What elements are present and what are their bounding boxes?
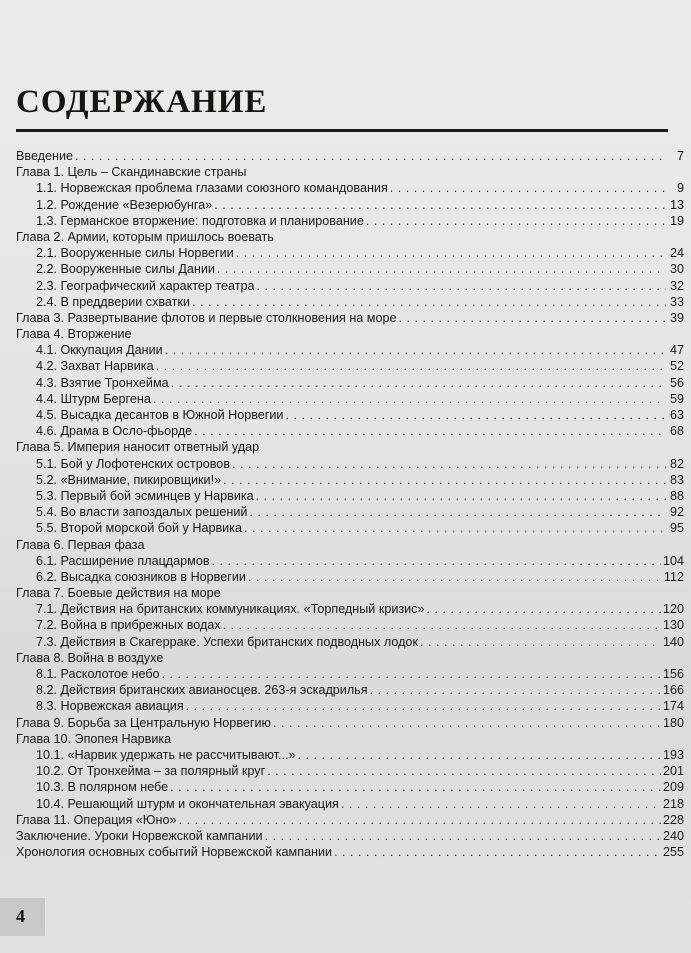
toc-entry-page: 104 xyxy=(662,553,684,568)
toc-entry-page: 59 xyxy=(669,391,684,406)
toc-entry xyxy=(16,779,684,795)
toc-entry-page: 166 xyxy=(662,683,684,698)
toc-entry-page: 95 xyxy=(669,521,684,536)
toc-dot-leader xyxy=(249,504,666,520)
toc-entry-page: 52 xyxy=(669,359,684,374)
toc-dot-leader xyxy=(178,812,661,828)
toc-entry xyxy=(16,245,684,261)
toc-entry-title: 10.3. В полярном небе xyxy=(36,780,169,795)
toc-entry xyxy=(16,456,684,472)
toc-dot-leader xyxy=(390,180,666,196)
toc-dot-leader xyxy=(217,261,666,277)
toc-dot-leader xyxy=(194,423,666,439)
toc-entry xyxy=(16,731,684,747)
toc-entry-title: 1.1. Норвежская проблема глазами союзного командования xyxy=(36,181,388,196)
toc-entry-title: 4.2. Захват Нарвика xyxy=(36,359,154,374)
toc-entry-title: Глава 1. Цель – Скандинавские страны xyxy=(16,165,247,180)
toc-entry-title: Глава 6. Первая фаза xyxy=(16,537,145,552)
toc-entry-page: 92 xyxy=(669,505,684,520)
toc-entry-page: 120 xyxy=(662,602,684,617)
toc-entry-title: Введение xyxy=(16,149,74,163)
toc-entry-title: 5.3. Первый бой эсминцев у Нарвика xyxy=(36,488,254,503)
toc-dot-leader xyxy=(398,310,666,326)
toc-dot-leader xyxy=(186,698,661,714)
toc-entry-title: Глава 10. Эпопея Нарвика xyxy=(16,731,172,746)
toc-entry-title: Заключение. Уроки Норвежской кампании xyxy=(16,828,263,843)
toc-entry-page: 193 xyxy=(662,747,684,762)
toc-dot-leader xyxy=(171,375,666,391)
toc-entry xyxy=(16,601,684,617)
toc-entry-title: 4.3. Взятие Тронхейма xyxy=(36,375,169,390)
toc-entry-title: Хронология основных событий Норвежской кампании xyxy=(16,845,333,860)
toc-entry-title: Глава 11. Операция «Юно» xyxy=(16,812,177,827)
toc-dot-leader xyxy=(223,617,661,633)
toc-entry-page: 228 xyxy=(662,812,684,827)
toc-entry-title: 10.1. «Нарвик удержать не рассчитывают...» xyxy=(36,747,296,762)
toc-entry-title: 2.3. Географический характер театра xyxy=(36,278,255,293)
toc-entry-page: 218 xyxy=(662,796,684,811)
toc-entry xyxy=(16,213,684,229)
toc-entry xyxy=(16,553,684,569)
toc-entry xyxy=(16,391,684,407)
toc-entry-title: 5.5. Второй морской бой у Нарвика xyxy=(36,521,242,536)
toc-dot-leader xyxy=(257,278,666,294)
toc-dot-leader xyxy=(75,148,666,164)
toc-dot-leader xyxy=(236,245,666,261)
toc-entry xyxy=(16,310,684,326)
toc-entry-title: 10.2. От Тронхейма – за полярный круг xyxy=(36,764,266,779)
toc-entry xyxy=(16,617,684,633)
toc-entry-title: 10.4. Решающий штурм и окончательная эвакуация xyxy=(36,796,339,811)
toc-entry xyxy=(16,261,684,277)
toc-dot-leader xyxy=(232,456,666,472)
toc-entry-title: 4.1. Оккупация Дании xyxy=(36,343,163,358)
toc-dot-leader xyxy=(341,796,661,812)
toc-entry-title: 2.1. Вооруженные силы Норвегии xyxy=(36,246,234,261)
toc-dot-leader xyxy=(248,569,662,585)
toc-entry xyxy=(16,197,684,213)
toc-entry-page: 47 xyxy=(669,343,684,358)
toc-entry-page: 174 xyxy=(662,699,684,714)
toc-entry xyxy=(16,294,684,310)
toc-entry xyxy=(16,763,684,779)
toc-dot-leader xyxy=(244,520,666,536)
toc-entry xyxy=(16,666,684,682)
toc-entry-title: 2.4. В преддверии схватки xyxy=(36,294,190,309)
toc-entry-title: Глава 5. Империя наносит ответный удар xyxy=(16,440,260,455)
toc-entry xyxy=(16,423,684,439)
toc-entry-title: Глава 7. Боевые действия на море xyxy=(16,586,221,601)
toc-dot-leader xyxy=(256,488,666,504)
toc-entry xyxy=(16,747,684,763)
toc-dot-leader xyxy=(273,715,661,731)
toc-dot-leader xyxy=(212,553,661,569)
toc-dot-leader xyxy=(192,294,666,310)
toc-entry-title: 1.3. Германское вторжение: подготовка и планирование xyxy=(36,213,364,228)
toc-entry xyxy=(16,229,684,245)
toc-dot-leader xyxy=(153,391,666,407)
toc-entry xyxy=(16,715,684,731)
toc-dot-leader xyxy=(265,828,661,844)
toc-entry-title: 5.4. Во власти запоздалых решений xyxy=(36,505,248,520)
toc-entry xyxy=(16,180,684,196)
toc-dot-leader xyxy=(426,601,661,617)
toc-entry-page: 180 xyxy=(662,715,684,730)
toc-dot-leader xyxy=(285,407,666,423)
toc-entry-page: 63 xyxy=(669,408,684,422)
toc-entry-title: Глава 2. Армии, которым пришлось воевать xyxy=(16,229,274,244)
toc-entry xyxy=(16,278,684,294)
toc-dot-leader xyxy=(334,844,661,860)
table-of-contents xyxy=(16,148,684,860)
toc-entry xyxy=(16,504,684,520)
toc-entry-page: 24 xyxy=(669,246,684,261)
toc-entry-title: 8.2. Действия британских авианосцев. 263-я эскадрилья xyxy=(36,683,368,698)
toc-dot-leader xyxy=(170,779,661,795)
toc-entry-title: 8.1. Расколотое небо xyxy=(36,667,160,681)
toc-entry xyxy=(16,488,684,504)
toc-entry-page: 33 xyxy=(669,294,684,309)
toc-entry-title: 6.1. Расширение плацдармов xyxy=(36,553,210,568)
toc-entry xyxy=(16,682,684,698)
page-number: 4 xyxy=(16,906,25,926)
toc-entry xyxy=(16,844,684,860)
toc-entry-page: 88 xyxy=(669,488,684,503)
toc-dot-leader xyxy=(370,682,661,698)
toc-entry xyxy=(16,342,684,358)
toc-entry xyxy=(16,164,684,180)
toc-entry-title: 2.2. Вооруженные силы Дании xyxy=(36,262,215,277)
toc-entry-page: 130 xyxy=(662,618,684,633)
toc-entry xyxy=(16,650,684,666)
toc-entry xyxy=(16,828,684,844)
toc-entry xyxy=(16,698,684,714)
toc-entry-title: 1.2. Рождение «Везерюбунга» xyxy=(36,197,213,212)
toc-entry xyxy=(16,375,684,391)
toc-entry-page: 68 xyxy=(669,424,684,439)
toc-dot-leader xyxy=(267,763,661,779)
toc-entry-title: 6.2. Высадка союзников в Норвегии xyxy=(36,569,246,584)
toc-dot-leader xyxy=(223,472,666,488)
toc-entry-page: 112 xyxy=(663,569,684,584)
toc-entry xyxy=(16,439,684,455)
toc-entry xyxy=(16,585,684,601)
toc-dot-leader xyxy=(214,197,666,213)
toc-entry xyxy=(16,472,684,488)
page-title: СОДЕРЖАНИЕ xyxy=(16,84,268,120)
toc-entry-page: 140 xyxy=(662,634,684,649)
toc-entry xyxy=(16,358,684,374)
toc-entry-title: 7.3. Действия в Скагерраке. Успехи британских подводных лодок xyxy=(36,634,418,649)
toc-entry-title: 4.4. Штурм Бергена xyxy=(36,391,151,406)
toc-entry-title: 8.3. Норвежская авиация xyxy=(36,699,184,714)
toc-entry-page: 9 xyxy=(676,181,684,196)
toc-entry-title: 7.1. Действия на британских коммуникациях. «Торпедный кризис» xyxy=(36,602,425,617)
toc-entry-page: 82 xyxy=(669,456,684,471)
toc-entry-title: 7.2. Война в прибрежных водах xyxy=(36,618,221,633)
toc-dot-leader xyxy=(420,634,661,650)
toc-dot-leader xyxy=(366,213,666,229)
toc-entry xyxy=(16,812,684,828)
toc-entry-page: 255 xyxy=(662,845,684,860)
toc-entry-page: 201 xyxy=(662,764,684,779)
toc-entry-title: Глава 9. Борьба за Центральную Норвегию xyxy=(16,715,271,730)
toc-entry-title: Глава 8. Война в воздухе xyxy=(16,650,164,665)
toc-entry xyxy=(16,634,684,650)
toc-entry-title: 4.6. Драма в Осло-фьорде xyxy=(36,424,193,439)
toc-entry xyxy=(16,148,684,164)
toc-dot-leader xyxy=(156,358,666,374)
toc-entry xyxy=(16,796,684,812)
toc-entry xyxy=(16,537,684,553)
toc-dot-leader xyxy=(298,747,661,763)
toc-entry-title: 5.2. «Внимание, пикировщики!» xyxy=(36,472,222,487)
toc-entry xyxy=(16,569,684,585)
toc-entry-page: 32 xyxy=(669,278,684,293)
toc-entry-page: 30 xyxy=(669,262,684,277)
toc-entry xyxy=(16,520,684,536)
toc-entry-page: 13 xyxy=(669,197,684,212)
toc-entry xyxy=(16,326,684,342)
toc-entry-title: Глава 3. Развертывание флотов и первые столкновения на море xyxy=(16,310,397,325)
toc-entry-page: 39 xyxy=(669,310,684,325)
toc-entry-page: 240 xyxy=(662,828,684,843)
toc-entry-title: 5.1. Бой у Лофотенских островов xyxy=(36,456,231,471)
toc-entry-title: Глава 4. Вторжение xyxy=(16,327,132,342)
toc-entry-page: 19 xyxy=(669,213,684,228)
toc-entry-page: 209 xyxy=(662,780,684,795)
toc-entry-page: 7 xyxy=(676,149,684,163)
toc-entry-page: 83 xyxy=(669,472,684,487)
toc-dot-leader xyxy=(165,342,666,358)
toc-entry-title: 4.5. Высадка десантов в Южной Норвегии xyxy=(36,408,284,422)
toc-entry-page: 56 xyxy=(669,375,684,390)
toc-entry-page: 156 xyxy=(662,667,684,681)
title-underline xyxy=(16,129,668,132)
toc-entry xyxy=(16,407,684,423)
toc-dot-leader xyxy=(162,666,661,682)
